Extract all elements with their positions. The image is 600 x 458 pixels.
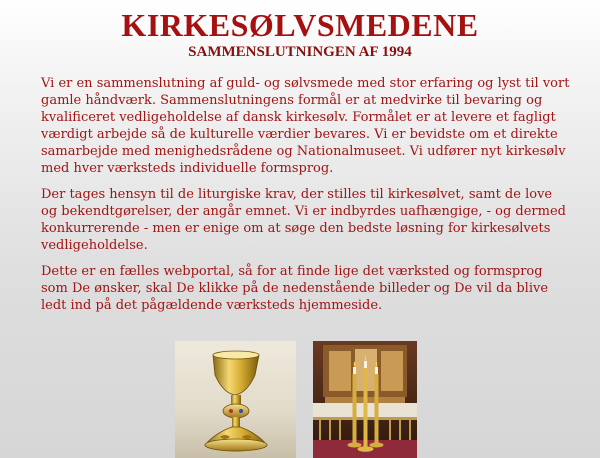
site-subtitle: SAMMENSLUTNINGEN AF 1994 (188, 44, 412, 60)
intro-paragraph-1: Vi er en sammenslutning af guld- og sølvsmede med stor erfaring og lyst til vort gamle håndværk. Sammenslutningens formål er at medvirke til bevaring og kvalificeret vedligeholdelse af dansk kirkesølv. Formålet er at levere et fagligt værdigt arbejde så de kulturelle værdier bevares. Vi er bevidste om et direkte samarbejde med menighedsrådene og Nationalmuseet. Vi udfører nyt kirkesølv med hver værksteds individuelle formsprog. (41, 76, 570, 176)
intro-text (41, 75, 572, 323)
chalice-image-link[interactable] (175, 341, 296, 458)
intro-paragraph-3: Dette er en fælles webportal, så for at finde lige det værksted og formsprog som De ønsker, skal De klikke på de nedenstående billeder og De vil da blive ledt ind på det pågældende værksteds hjemmeside. (41, 264, 549, 313)
intro-paragraph-2: Der tages hensyn til de liturgiske krav, der stilles til kirkesølvet, samt de love og bekendtgørelser, der angår emnet. Vi er indbyrdes uafhængige, - og dermed konkurrerende - men er enige om at søge den bedste løsning for kirkesølvets vedligeholdelse. (41, 187, 566, 253)
candlesticks-image (313, 341, 417, 458)
chalice-image (175, 341, 296, 458)
workshop-image-links (0, 341, 600, 458)
candlesticks-image-link[interactable] (313, 341, 417, 458)
page-header (0, 8, 600, 61)
site-title: KIRKESØLVSMEDENE (121, 7, 479, 43)
